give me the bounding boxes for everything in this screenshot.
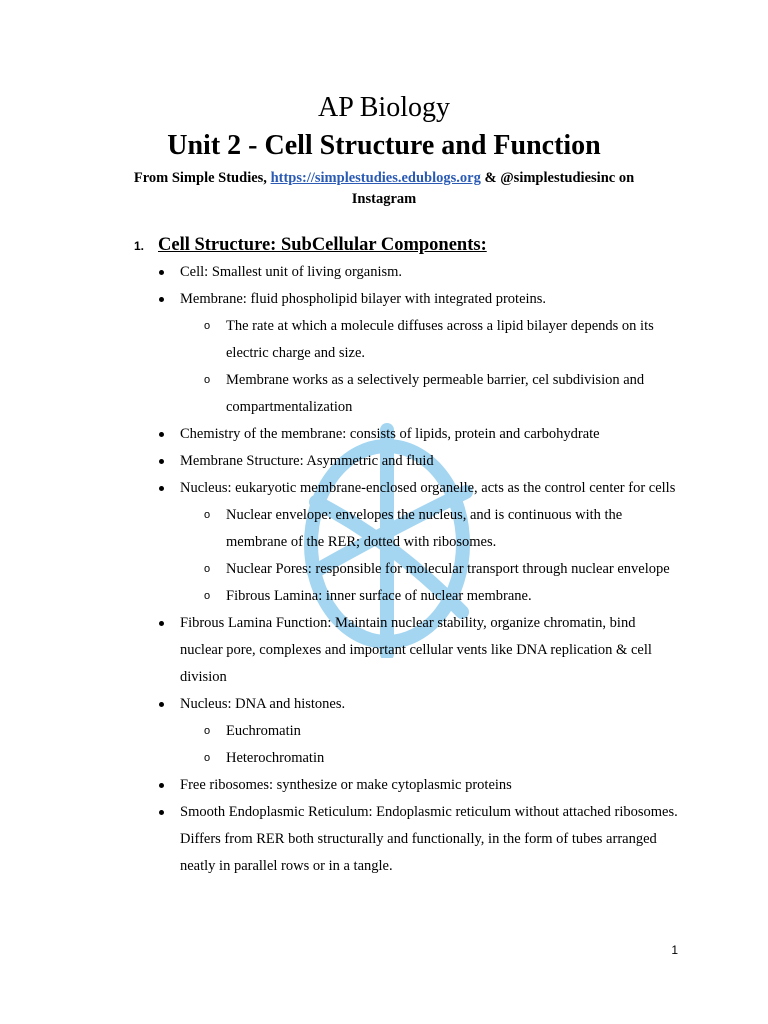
source-link[interactable]: https://simplestudies.edublogs.org (270, 170, 481, 186)
source-prefix: From Simple Studies, (133, 170, 267, 186)
section-number: 1. (134, 239, 145, 253)
bullet-list (0, 259, 768, 880)
bullet-item: Fibrous Lamina Function: Maintain nuclear stability, organize chromatin, bind nuclear pore, complexes and important cellular vents like DNA replication & cell division (180, 610, 680, 691)
bullet-item: Chemistry of the membrane: consists of lipids, protein and carbohydrate (180, 421, 680, 448)
bullet-item: Free ribosomes: synthesize or make cytoplasmic proteins (180, 772, 680, 799)
sub-bullet-item: o Euchromatin (226, 718, 680, 745)
sub-bullet-item: o Heterochromatin (226, 745, 680, 772)
sub-bullet-item: o The rate at which a molecule diffuses across a lipid bilayer depends on its electric charge and size. (226, 313, 680, 367)
bullet-item: Smooth Endoplasmic Reticulum: Endoplasmic reticulum without attached ribosomes. Differs from RER both structurally and functionally, in the form of tubes arranged neatly in parallel rows or in a tangle. (180, 799, 680, 880)
sub-bullet-item: o Nuclear Pores: responsible for molecular transport through nuclear envelope (226, 556, 680, 583)
sub-bullet-item: o Membrane works as a selectively permeable barrier, cel subdivision and compartmentalization (226, 367, 680, 421)
course-title: AP Biology (318, 92, 450, 123)
bullet-item: Membrane: fluid phospholipid bilayer with integrated proteins. (180, 286, 680, 313)
bullet-item: Nucleus: eukaryotic membrane-enclosed organelle, acts as the control center for cells (180, 475, 680, 502)
bullet-item: Cell: Smallest unit of living organism. (180, 259, 680, 286)
sub-bullet-item: o Nuclear envelope: envelopes the nucleus, and is continuous with the membrane of the RER; dotted with ribosomes. (226, 502, 680, 556)
source-suffix: & @simplestudiesinc on Instagram (351, 170, 635, 207)
bullet-item: Membrane Structure: Asymmetric and fluid (180, 448, 680, 475)
section-heading: Cell Structure: SubCellular Components: (158, 235, 487, 255)
source-line (110, 168, 658, 210)
bullet-item: Nucleus: DNA and histones. (180, 691, 680, 718)
page-number: 1 (671, 943, 678, 957)
sub-bullet-item: o Fibrous Lamina: inner surface of nuclear membrane. (226, 583, 680, 610)
unit-title: Unit 2 - Cell Structure and Function (167, 130, 601, 161)
